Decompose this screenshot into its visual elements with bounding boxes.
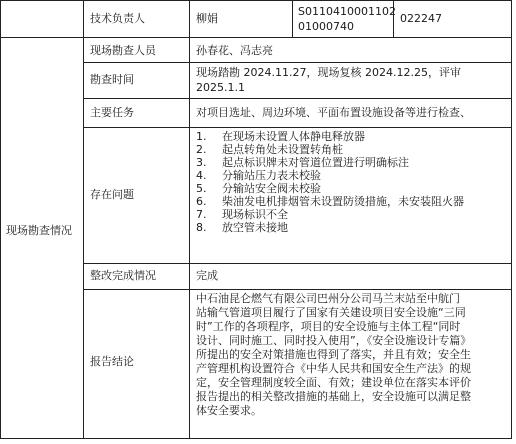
conclusion-line: 设计、同时施工、同时投入使用”，《安全设施设计专篇》	[196, 334, 472, 347]
issue-text: 柴油发电机排烟管未设置防烫措施，未安装阻火器	[222, 195, 464, 208]
table-border-right	[511, 0, 512, 439]
row-divider	[83, 289, 512, 290]
issue-item	[196, 130, 508, 143]
issues-list	[196, 130, 508, 234]
issue-number: 6.	[196, 195, 207, 208]
conclusion-line: 站输气管道项目履行了国家有关建设项目安全设施“三同	[196, 306, 466, 319]
conclusion-line: 所提出的安全对策措施也得到了落实，并且有效；安全生	[196, 348, 471, 361]
conclusion-text	[196, 292, 509, 418]
issue-item	[196, 182, 508, 195]
issue-number: 4.	[196, 169, 207, 182]
row-divider	[83, 127, 512, 128]
inspectors-label: 现场勘查人员	[90, 44, 156, 57]
table-border-top	[0, 0, 512, 1]
issue-text: 分输站安全阀未校验	[222, 182, 321, 195]
issue-number: 7.	[196, 208, 207, 221]
conclusion-line: 中石油昆仑燃气有限公司巴州分公司马兰末站至中航门	[196, 292, 460, 305]
conclusion-label: 报告结论	[90, 355, 134, 368]
issue-number: 3.	[196, 156, 207, 169]
cert-number-line2: 01000740	[298, 20, 354, 33]
issue-number: 2.	[196, 143, 207, 156]
cert-number-line1: S0110410001102	[298, 5, 396, 18]
row-divider	[83, 98, 512, 99]
rectification-value: 完成	[196, 269, 218, 282]
conclusion-line: 体安全要求。	[196, 404, 262, 417]
main-tasks-value: 对项目选址、周边环境、平面布置设施设备等进行检查、	[196, 106, 471, 119]
table-border-bottom	[0, 438, 512, 439]
issue-item	[196, 195, 508, 208]
issues-list-container	[196, 130, 508, 234]
conclusion-line: 报告提出的相关整改措施的基础上，安全设施可以满足整	[196, 390, 471, 403]
issue-item	[196, 169, 508, 182]
issue-item	[196, 143, 508, 156]
row-divider	[83, 263, 512, 264]
issues-label: 存在问题	[90, 188, 134, 201]
tech-lead-label: 技术负责人	[90, 12, 145, 25]
col-divider	[189, 0, 190, 439]
survey-time-line1: 现场踏勘 2024.11.27，现场复核 2024.12.25，评审	[196, 66, 461, 79]
tech-lead-name: 柳娟	[196, 12, 218, 25]
col-divider	[0, 0, 1, 439]
survey-time-label: 勘查时间	[90, 73, 134, 86]
issue-text: 起点转角处未设置转角桩	[222, 143, 343, 156]
row-divider	[83, 62, 512, 63]
col-divider	[83, 0, 84, 439]
conclusion-line: 产管理机构设置符合《中华人民共和国安全生产法》的规	[196, 362, 471, 375]
section-label	[6, 224, 80, 238]
conclusion-line: 定，安全管理制度较全面、有效；建设单位在落实本评价	[196, 376, 471, 389]
row-divider	[0, 37, 512, 38]
rectification-label: 整改完成情况	[90, 269, 156, 282]
inspectors-value: 孙春花、冯志亮	[196, 44, 273, 57]
issue-text: 放空管未接地	[222, 221, 288, 234]
issue-text: 起点标识牌未对管道位置进行明确标注	[222, 156, 409, 169]
issue-item	[196, 221, 508, 234]
issue-text: 分输站压力表未校验	[222, 169, 321, 182]
issue-item	[196, 208, 508, 221]
issue-number: 8.	[196, 221, 207, 234]
cert-code: 022247	[400, 12, 442, 25]
col-divider	[292, 0, 293, 38]
main-tasks-label: 主要任务	[90, 106, 134, 119]
section-label-text: 现场勘查情况	[6, 224, 72, 237]
conclusion-line: 时”工作的各项程序，项目的安全设施与主体工程“同时	[196, 320, 461, 333]
issue-item	[196, 156, 508, 169]
survey-time-line2: 2025.1.1	[196, 81, 245, 94]
issue-text: 在现场未设置人体静电释放器	[222, 130, 365, 143]
issue-number: 5.	[196, 182, 207, 195]
issue-number: 1.	[196, 130, 207, 143]
issue-text: 现场标识不全	[222, 208, 288, 221]
